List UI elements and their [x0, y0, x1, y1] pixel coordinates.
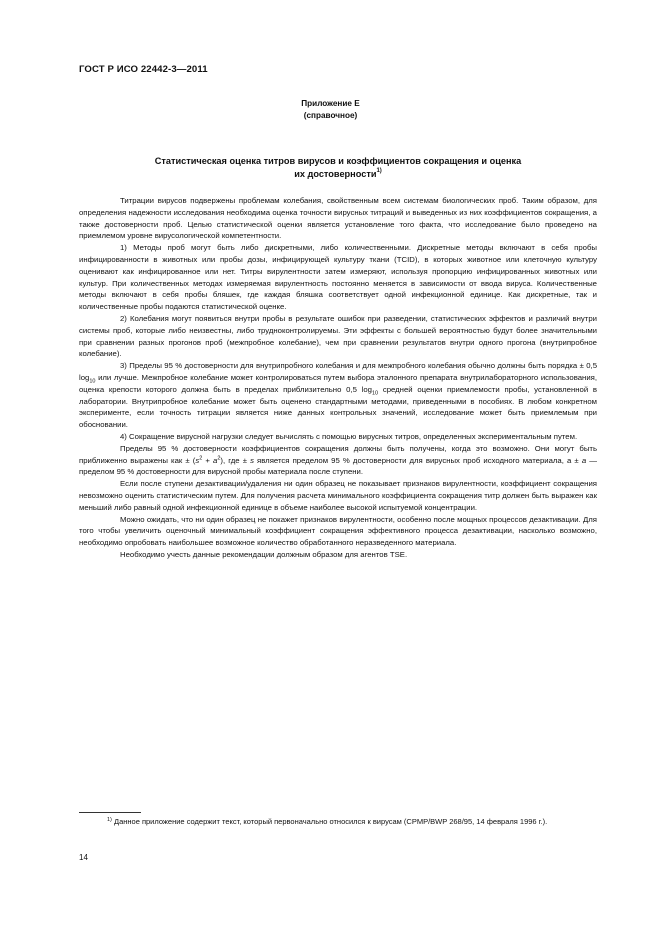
page-number: 14: [79, 853, 88, 862]
paragraph-item-4: 4) Сокращение вирусной нагрузки следует вычислять с помощью вирусных титров, определенных экспериментальным путем.: [120, 431, 578, 441]
annex-name: Приложение E: [301, 99, 360, 108]
p6-var-s2: s: [250, 455, 254, 465]
p6-plus: +: [202, 455, 214, 465]
paragraph-expectation: Можно ожидать, что ни один образец не покажет признаков вирулентности, особенно после мощных процессов дезактивации. Для того чтобы увеличить оценочный минимальный коэффициент сокращения эффективного процесса дезактивации, насколько возможно, необходимо опробовать наибольшее возможное количество обработанного неразведенного материала.: [79, 514, 597, 548]
paragraph-confidence-limits: [79, 443, 597, 478]
p4-subscript-1: 10: [89, 378, 96, 385]
p4-text-a: 3) Пределы 95 % достоверности для внутрипробного колебания и для межпробного колебания обычно должны быть порядка ± 0,5 log: [79, 361, 597, 382]
paragraph-intro: Титрации вирусов подвержены проблемам колебания, свойственным всем системам биологических проб. Таким образом, для определения надежности исследования необходима оценка точности вирусных титраций и выведенных из них коэффициентов сокращения, а также достоверности проб. Целью статистической оценки является установление того факта, что исследование было проведено на приемлемом уровне вирусологической компетентности.: [79, 196, 597, 241]
paragraph-item-2: 2) Колебания могут появиться внутри пробы в результате ошибок при разведении, статистических эффектов и различий внутри системы проб, которые либо неизвестны, либо трудноконтролируемы. Эти эффекты с большей вероятностью будут более значительными при сравнении разных прогонов проб (межпробное колебание), чем при сравнении результатов внутри одного прогона (внутрипробное колебание).: [79, 313, 597, 359]
title-line-2-text: их достоверности: [294, 169, 377, 179]
footnote-divider: [79, 812, 141, 813]
footnote-text: Данное приложение содержит текст, который первоначально относился к вирусам (CPMP/BWP 268/95, 14 февраля 1996 г.).: [113, 817, 548, 826]
p6-var-s: s: [195, 455, 200, 465]
p6-text-b: ), где ±: [220, 455, 251, 465]
footnote: 1) Данное приложение содержит текст, который первоначально относился к вирусам (CPMP/BWP 268/95, 14 февраля 1996 г.).: [107, 816, 548, 826]
standard-header: ГОСТ Р ИСО 22442-3—2011: [79, 64, 208, 75]
title-line-2: [79, 168, 597, 181]
p4-text-c: средней оценки приемлемости пробы, установленной в лаборатории. Внутрипробное колебание может быть оценено стандартными методами, приведенными в пособиях. В любом конкретном эксперименте, если точность титрации является ниже данных контрольных значений, исследование может быть приемлемым при обосновании.: [79, 384, 597, 430]
title-line-1: Статистическая оценка титров вирусов и коэффициентов сокращения и оценка: [154, 156, 522, 166]
paragraph-item-3: [79, 360, 597, 431]
paragraph-item-1: 1) Методы проб могут быть либо дискретными, либо количественными. Дискретные методы включают в себя пробы инфицированности в животных или пробы дозы, инфицирующей культуру ткани (TCID), в которых животное или клеточную культуру оценивают как инфицированное или нет. Титры вирулентности затем измеряют, используя пропорцию инфицированных животных или культур. При количественных методах измеряемая вирулентность постоянно меняется в зависимости от ввода вируса. Количественные методы включают в себя пробы бляшек, где каждая бляшка соответствует одной инфекционной единице. Как дискретные, так и количественные пробы подаются статистической оценке.: [79, 243, 597, 312]
p6-sup-2: 2: [217, 454, 221, 461]
annex-type: (справочное): [303, 111, 358, 120]
p6-var-a3: a: [581, 455, 587, 465]
p4-text-b: или лучше. Межпробное колебание может контролироваться путем выбора эталонного препарата внутрилабораторного использования, оценка крепости которого должна быть в пределах приблизительно 0,5 log: [79, 372, 597, 394]
p6-text-a: Пределы 95 % достоверности коэффициентов сокращения должны быть получены, когда это возможно. Они могут быть приближенно выражены как ± (: [79, 443, 597, 465]
p4-subscript-2: 10: [371, 390, 379, 397]
paragraph-no-virulence: Если после ступени дезактивации/удаления ни один образец не показывает признаков вирулентности, коэффициент сокращения невозможно оценить статистическим путем. Для получения расчета минимального коэффициента сокращения титр должен быть выражен как меньший либо равный одной инфекционной единице в объеме наиболее высокой испытуемой концентрации.: [79, 479, 597, 512]
p6-text-c: является пределом 95 % достоверности для вирусных проб исходного материала, а ±: [253, 455, 582, 465]
annex-body: [79, 195, 597, 561]
p6-text-d: — пределом 95 % достоверности для вирусной пробы материала после ступени.: [79, 455, 597, 477]
paragraph-tse: Необходимо учесть данные рекомендации должным образом для агентов TSE.: [120, 549, 408, 559]
annex-title: [79, 155, 597, 181]
title-footnote-mark: 1): [376, 167, 382, 174]
p6-var-a: a: [213, 455, 218, 465]
p6-sup-1: 2: [199, 454, 203, 461]
